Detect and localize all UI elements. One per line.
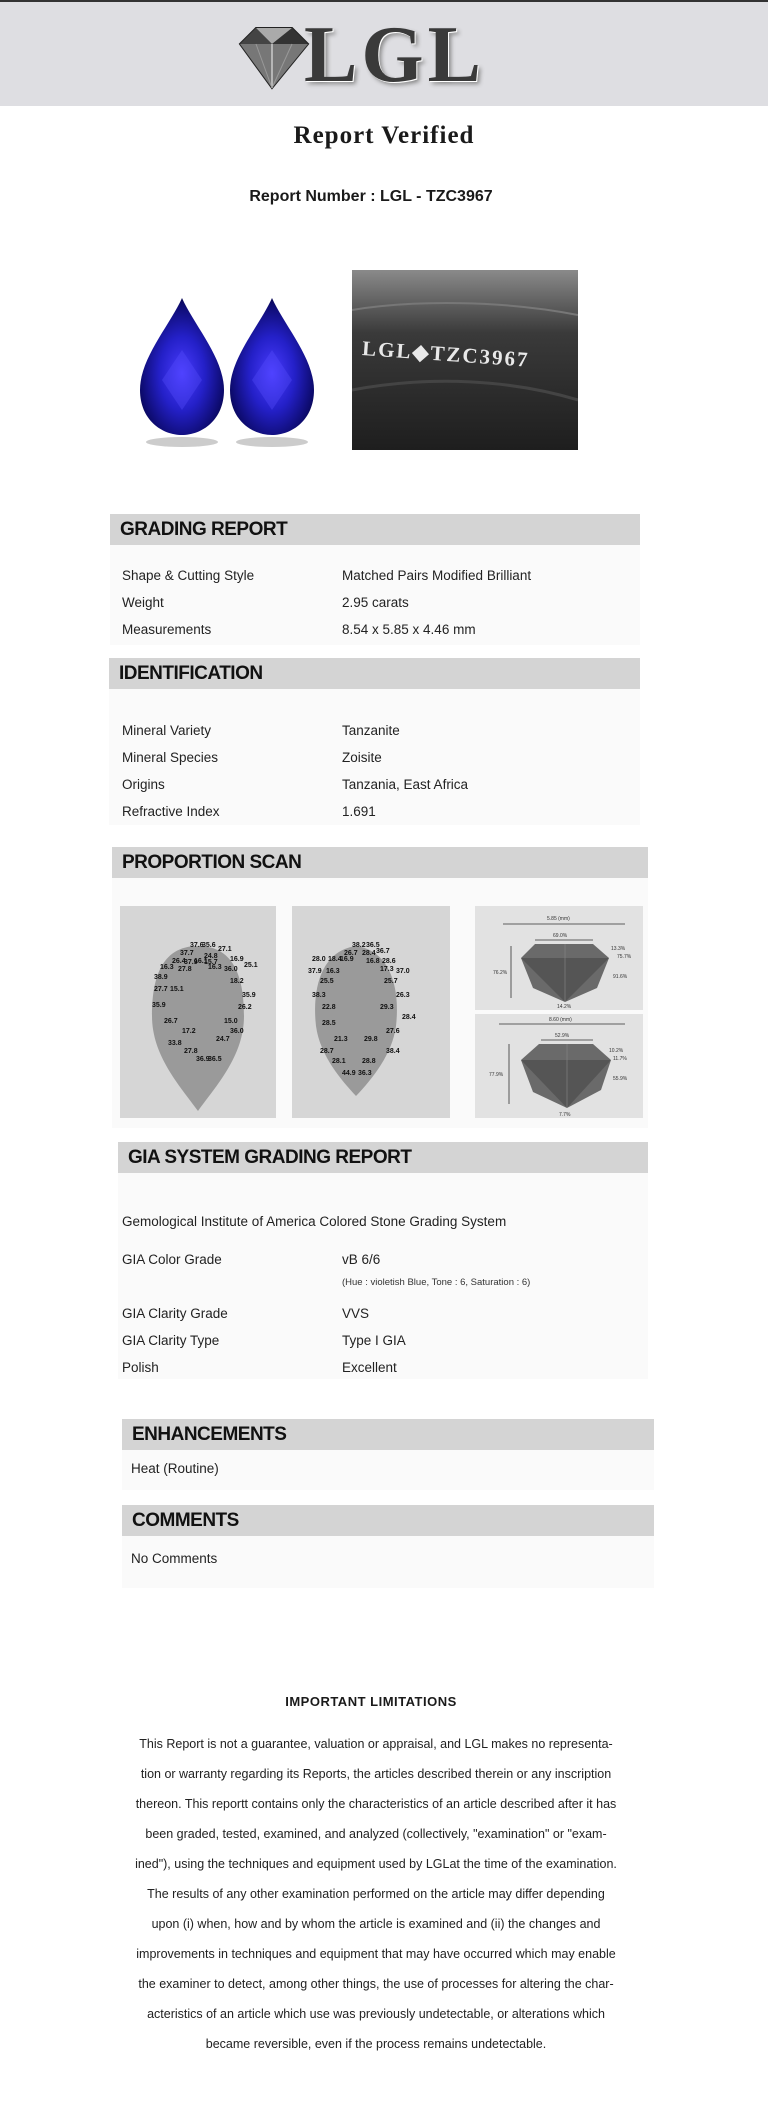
left-scan-number: 16.9 [230,956,244,963]
mineral-variety-value: Tanzanite [342,723,400,738]
shape-label: Shape & Cutting Style [122,568,255,583]
left-scan-number: 18.2 [230,978,244,985]
limitations-line: This Report is not a guarantee, valuation or appraisal, and LGL makes no representa- [139,1737,613,1751]
left-scan-number: 27.8 [184,1048,198,1055]
right-scan-number: 28.0 [312,956,326,963]
profile-top-table: 69.0% [553,933,568,939]
left-scan-number: 25.1 [244,962,258,969]
pear-scan-right [292,906,450,1118]
left-scan-number: 36.5 [208,1056,222,1063]
identification-heading: IDENTIFICATION [109,658,640,689]
refractive-index-value: 1.691 [342,804,376,819]
mineral-variety-label: Mineral Variety [122,723,212,738]
right-scan-number: 38.3 [312,992,326,999]
weight-value: 2.95 carats [342,595,409,610]
polish-label: Polish [122,1360,159,1375]
right-scan-number: 28.6 [382,958,396,965]
right-scan-number: 37.0 [396,968,410,975]
left-scan-number: 37.7 [180,950,194,957]
limitations-line: the examiner to detect, among other things, the use of processes for altering the char- [138,1977,614,1991]
gia-clarity-grade-label: GIA Clarity Grade [122,1306,228,1321]
limitations-heading: IMPORTANT LIMITATIONS [285,1694,457,1709]
grading-report-heading: GRADING REPORT [110,514,640,545]
comments-text: No Comments [131,1551,218,1566]
limitations-line: ined"), using the techniques and equipment used by LGLat the time of the examination. [135,1857,617,1871]
header-banner [0,0,768,106]
right-scan-number: 18.4 [328,956,342,963]
gia-clarity-type-label: GIA Clarity Type [122,1333,220,1348]
right-scan-number: 36.5 [366,942,380,949]
limitations-line: improvements in techniques and equipment that may have occurred which may enable [136,1947,616,1961]
gia-clarity-type-value: Type I GIA [342,1333,406,1348]
gia-subtitle: Gemological Institute of America Colored Stone Grading System [122,1214,507,1229]
report-number: Report Number : LGL - TZC3967 [249,188,493,205]
right-scan-number: 38.2 [352,942,366,949]
proportion-scan-heading: PROPORTION SCAN [112,847,648,878]
inscription-text: LGL◆TZC3967 [361,336,531,372]
profile-bottom-girdle: 11.7% [613,1056,627,1062]
diamond-logo-icon [232,24,312,94]
left-scan-number: 17.2 [182,1028,196,1035]
limitations-line: tion or warranty regarding its Reports, the articles described therein or any inscription [140,1767,612,1781]
profile-bottom-crown: 10.2% [609,1048,624,1054]
shape-value: Matched Pairs Modified Brilliant [342,568,532,583]
mineral-species-label: Mineral Species [122,750,219,765]
left-scan-number: 36.0 [230,1028,244,1035]
comments-heading: COMMENTS [122,1505,654,1536]
right-scan-number: 28.1 [332,1058,346,1065]
right-scan-number: 28.5 [322,1020,336,1027]
left-scan-number: 26.2 [238,1004,252,1011]
logo-text: LGL [304,11,485,99]
profile-bottom-pavilion: 55.9% [613,1076,628,1082]
profile-top-pavilion: 91.6% [613,974,628,980]
left-scan-number: 37.9 [184,959,198,966]
pear-scan-left [120,906,276,1118]
left-scan-number: 37.6 [190,942,204,949]
left-scan-number: 27.1 [218,946,232,953]
gia-heading: GIA SYSTEM GRADING REPORT [118,1142,648,1173]
gia-color-label: GIA Color Grade [122,1252,222,1267]
left-scan-number: 38.9 [154,974,168,981]
gem-photo [132,270,328,460]
left-scan-number: 35.9 [152,1002,166,1009]
right-scan-number: 36.7 [376,948,390,955]
left-scan-number: 36.9 [196,1056,210,1063]
refractive-index-label: Refractive Index [122,804,220,819]
left-scan-number: 33.8 [168,1040,182,1047]
left-scan-number: 26.7 [164,1018,178,1025]
measurements-value: 8.54 x 5.85 x 4.46 mm [342,622,476,637]
right-scan-number: 26.7 [344,950,358,957]
left-scan-number: 35.6 [202,942,216,949]
profile-bottom-width: 8.60 (mm) [549,1017,572,1023]
gia-clarity-grade-value: VVS [342,1306,370,1321]
right-scan-number: 21.3 [334,1036,348,1043]
profile-scan-top [475,906,643,1010]
profile-top-crown: 13.3% [611,946,626,952]
right-scan-number: 29.8 [364,1036,378,1043]
limitations-line: The results of any other examination performed on the article may differ depending [147,1887,605,1901]
right-scan-number: 28.8 [362,1058,376,1065]
profile-top-width: 5.85 (mm) [547,916,570,922]
mineral-species-value: Zoisite [342,750,382,765]
lgl-logo [232,11,492,99]
gia-color-note: (Hue : violetish Blue, Tone : 6, Saturation : 6) [342,1277,531,1288]
left-scan-number: 36.0 [224,966,238,973]
profile-bottom-table: 52.9% [555,1033,570,1039]
limitations-line: thereon. This reportt contains only the characteristics of an article described after it has [135,1797,617,1811]
left-scan-number: 24.8 [204,953,218,960]
left-scan-number: 16.3 [160,964,174,971]
right-scan-number: 16.9 [340,956,354,963]
profile-bottom-depth: 77.9% [489,1072,504,1078]
right-scan-number: 28.4 [402,1014,416,1021]
left-scan-number: 24.7 [216,1036,230,1043]
right-scan-number: 37.9 [308,968,322,975]
left-scan-number: 35.9 [242,992,256,999]
right-scan-number: 16.8 [366,958,380,965]
left-scan-number: 27.8 [178,966,192,973]
weight-label: Weight [122,595,164,610]
right-scan-number: 36.3 [358,1070,372,1077]
polish-value: Excellent [342,1360,397,1375]
limitations-line: became reversible, even if the process remains undetectable. [205,2037,547,2051]
profile-top-depth: 76.2% [493,970,508,976]
enhancements-heading: ENHANCEMENTS [122,1419,654,1450]
inscription-photo [352,270,578,450]
right-scan-number: 17.3 [380,966,394,973]
right-scan-number: 22.8 [322,1004,336,1011]
limitations-line: acteristics of an article which use was previously undetectable, or alterations which [147,2007,605,2021]
left-scan-number: 15.1 [170,986,184,993]
gia-color-value: vB 6/6 [342,1252,381,1267]
profile-top-bottom: 14.2% [557,1004,572,1010]
enhancements-text: Heat (Routine) [131,1461,219,1476]
left-scan-number: 15.7 [204,959,218,966]
origins-value: Tanzania, East Africa [342,777,469,792]
left-scan-number: 27.7 [154,986,168,993]
right-scan-number: 27.6 [386,1028,400,1035]
right-scan-number: 44.9 [342,1070,356,1077]
profile-top-girdle: 75.7% [617,954,632,960]
right-scan-number: 25.5 [320,978,334,985]
limitations-line: been graded, tested, examined, and analyzed (collectively, "examination" or "exam- [145,1827,607,1841]
origins-label: Origins [122,777,165,792]
left-scan-number: 15.0 [224,1018,238,1025]
right-scan-number: 38.4 [386,1048,400,1055]
measurements-label: Measurements [122,622,212,637]
left-scan-number: 26.4 [172,958,186,965]
profile-bottom-bottom: 7.7% [559,1112,571,1118]
right-scan-number: 16.3 [326,968,340,975]
left-scan-number: 16.3 [208,964,222,971]
right-scan-number: 28.7 [320,1048,334,1055]
limitations-line: upon (i) when, how and by whom the article is examined and (ii) the changes and [151,1917,601,1931]
right-scan-number: 26.3 [396,992,410,999]
right-scan-number: 29.3 [380,1004,394,1011]
right-scan-number: 25.7 [384,978,398,985]
gia-panel [118,1173,648,1379]
profile-scan-bottom [475,1014,643,1118]
left-scan-number: 16.1 [194,958,208,965]
page-title: Report Verified [293,122,475,149]
right-scan-number: 28.4 [362,950,376,957]
